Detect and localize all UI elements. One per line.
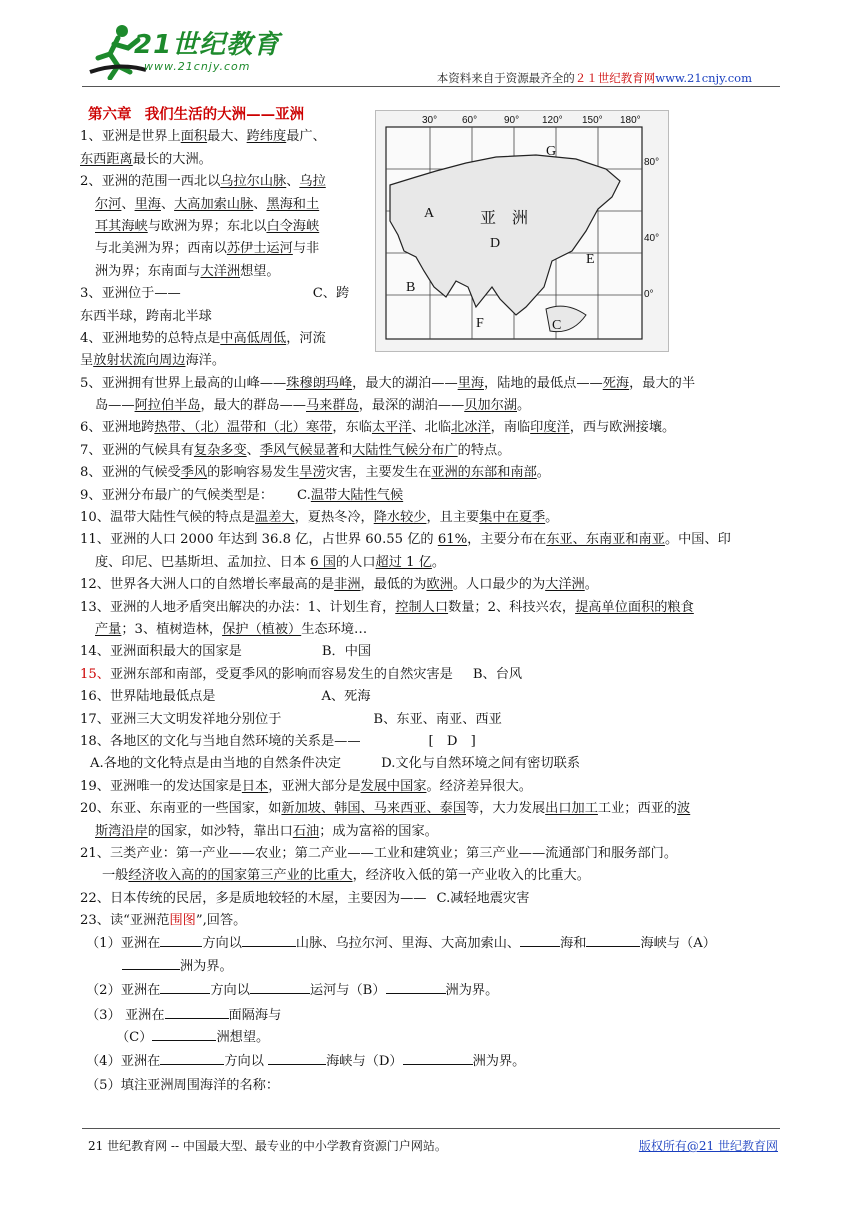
lon-label: 60°	[462, 115, 478, 126]
question-21: 21、三类产业：第一产业——农业；第二产业——工业和建筑业；第三产业——流通部门和服务部门。	[80, 845, 678, 861]
q23-part-1: （1）亚洲在 方向以 山脉、乌拉尔河、里海、大高加索山、 海和 海峡与（A）	[80, 932, 782, 954]
logo-text: 21世纪教育	[134, 30, 281, 60]
answer-blank[interactable]	[386, 979, 446, 994]
header-rule	[82, 86, 780, 87]
answer-blank[interactable]	[520, 932, 560, 947]
answer-blank[interactable]	[242, 932, 296, 947]
region-label: B	[406, 280, 416, 295]
question-11: 11、亚洲的人口 2000 年达到 36.8 亿，占世界 60.55 亿的 61%，主要分布在东亚、东南亚和南亚。中国、印	[80, 532, 731, 548]
answer-blank[interactable]	[586, 932, 640, 947]
page-header	[0, 0, 860, 90]
lat-label: 80°	[644, 157, 660, 168]
region-label: A	[424, 206, 435, 221]
question-14: 14、亚洲面积最大的国家是 B．中国	[80, 644, 372, 660]
question-17: 17、亚洲三大文明发祥地分别位于 B、东亚、南亚、西亚	[80, 711, 502, 727]
page-footer	[88, 1137, 778, 1154]
answer-blank[interactable]	[160, 932, 202, 947]
header-note: 本资料来自于资源最齐全的２１世纪教育网www.21cnjy.com	[436, 71, 752, 85]
lon-label: 150°	[582, 115, 603, 126]
question-5-cont: 岛——阿拉伯半岛，最大的群岛——马来群岛，最深的湖泊——贝加尔湖。	[95, 398, 531, 414]
question-5: 5、亚洲拥有世界上最高的山峰——珠穆朗玛峰，最大的湖泊——里海，陆地的最低点——死海，最大的半	[80, 375, 696, 391]
q23-part-3: （3） 亚洲在 面隔海与	[80, 1004, 782, 1026]
lat-label: 40°	[644, 233, 660, 244]
site-logo	[88, 22, 288, 82]
answer-blank[interactable]	[152, 1026, 216, 1041]
q23-part-4: （4）亚洲在 方向以 海峡与（D） 洲为界。	[80, 1050, 782, 1072]
question-18-options: A.各地的文化特点是由当地的自然条件决定 D.文化与自然环境之间有密切联系	[90, 756, 581, 772]
footer-rule	[82, 1128, 780, 1129]
question-10: 10、温带大陆性气候的特点是温差大，夏热冬冷，降水较少，且主要集中在夏季。	[80, 510, 559, 526]
lon-label: 120°	[542, 115, 563, 126]
question-2-cont: 耳其海峡与欧洲为界；东北以白令海峡	[95, 218, 320, 234]
question-4: 4、亚洲地势的总特点是中高低周低，河流	[80, 330, 326, 346]
question-19: 19、亚洲唯一的发达国家是日本，亚洲大部分是发展中国家。经济差异很大。	[80, 778, 532, 794]
lon-label: 90°	[504, 115, 520, 126]
region-label: C	[552, 318, 562, 333]
question-11-cont: 度、印尼、巴基斯坦、孟加拉、日本 6 国的人口超过 1 亿。	[95, 554, 446, 570]
question-20-cont: 斯湾沿岸的国家，如沙特，靠出口石油；成为富裕的国家。	[95, 823, 438, 839]
question-22: 22、日本传统的民居，多是质地较轻的木屋，主要因为—— C.减轻地震灾害	[80, 890, 530, 906]
region-label: E	[586, 252, 595, 267]
lon-label: 180°	[620, 115, 641, 126]
region-label: F	[476, 316, 484, 331]
question-7: 7、亚洲的气候具有复杂多变、季风气候显著和大陆性气候分布广的特点。	[80, 442, 511, 458]
question-1: 1、亚洲是世界上面积最大、跨纬度最广、	[80, 129, 326, 145]
question-16: 16、世界陆地最低点是 A、死海	[80, 689, 371, 705]
answer-blank[interactable]	[403, 1050, 473, 1065]
question-6: 6、亚洲地跨热带、（北）温带和（北）寒带，东临太平洋、北临北冰洋，南临印度洋，西与欧洲接壤。	[80, 420, 676, 436]
region-label: D	[490, 236, 501, 251]
footer-text: 21 世纪教育网 -- 中国最大型、最专业的中小学教育资源门户网站。	[88, 1139, 447, 1153]
answer-blank[interactable]	[165, 1004, 229, 1019]
question-20: 20、东亚、东南亚的一些国家，如新加坡、韩国、马来西亚、泰国等，大力发展出口加工工业；西亚的波	[80, 801, 691, 817]
question-2: 2、亚洲的范围一西北以乌拉尔山脉、乌拉	[80, 174, 326, 190]
answer-blank[interactable]	[268, 1050, 326, 1065]
question-3: 3、亚洲位于—— C、跨	[80, 286, 350, 302]
question-15: 15、亚洲东部和南部，受夏季风的影响而容易发生的自然灾害是 B、台风	[80, 666, 523, 682]
q23-part-5: （5）填注亚洲周围海洋的名称：	[86, 1077, 280, 1093]
answer-blank[interactable]	[160, 979, 210, 994]
lat-label: 0°	[644, 289, 654, 300]
question-21-cont: 一般经济收入高的的国家第三产业的比重大，经济收入低的第一产业收入的比重大。	[102, 868, 590, 884]
question-12: 12、世界各大洲人口的自然增长率最高的是非洲，最低的为欧洲。人口最少的为大洋洲。	[80, 577, 598, 593]
logo-url: www.21cnjy.com	[144, 60, 251, 73]
question-2-cont: 洲为界；东南面与大洋洲想望。	[95, 263, 280, 279]
lon-label: 30°	[422, 115, 438, 126]
answer-blank[interactable]	[160, 1050, 224, 1065]
question-13: 13、亚洲的人地矛盾突出解决的办法：1、计划生育，控制人口数量；2、科技兴农，提高单位面积的粮食	[80, 599, 694, 615]
answer-blank[interactable]	[250, 979, 310, 994]
region-label: 亚 洲	[480, 210, 529, 227]
question-8: 8、亚洲的气候受季风的影响容易发生旱涝灾害，主要发生在亚洲的东部和南部。	[80, 465, 550, 481]
q23-part-2: （2）亚洲在 方向以 运河与（B） 洲为界。	[80, 979, 782, 1001]
footer-copyright-link[interactable]: 版权所有@21 世纪教育网	[638, 1139, 778, 1153]
question-23: 23、读“亚洲范围图”,回答。	[80, 913, 247, 929]
header-link[interactable]: www.21cnjy.com	[655, 71, 752, 85]
question-9: 9、亚洲分布最广的气候类型是： C.温带大陆性气候	[80, 487, 404, 503]
question-2-cont: 与北美洲为界；西南以苏伊士运河与非	[95, 241, 320, 257]
question-18: 18、各地区的文化与当地自然环境的关系是—— [ D ]	[80, 733, 476, 749]
q23-part-3-cont: （C） 洲想望。	[80, 1026, 782, 1048]
question-4-cont: 呈放射状流向周边海洋。	[80, 353, 226, 369]
document-body	[80, 104, 782, 1097]
question-2-cont: 尔河、里海、大高加索山脉、黑海和土	[95, 196, 320, 212]
question-13-cont: 产量；3、植树造林，保护（植被）生态环境…	[95, 621, 368, 637]
chapter-title: 第六章 我们生活的大洲——亚洲	[88, 106, 305, 123]
question-3-cont: 东西半球，跨南北半球	[80, 308, 212, 324]
q23-part-1-cont: 洲为界。	[80, 955, 782, 977]
question-1-cont: 东西距离最长的大洲。	[80, 151, 212, 167]
answer-blank[interactable]	[122, 955, 180, 970]
region-label: G	[546, 144, 557, 159]
